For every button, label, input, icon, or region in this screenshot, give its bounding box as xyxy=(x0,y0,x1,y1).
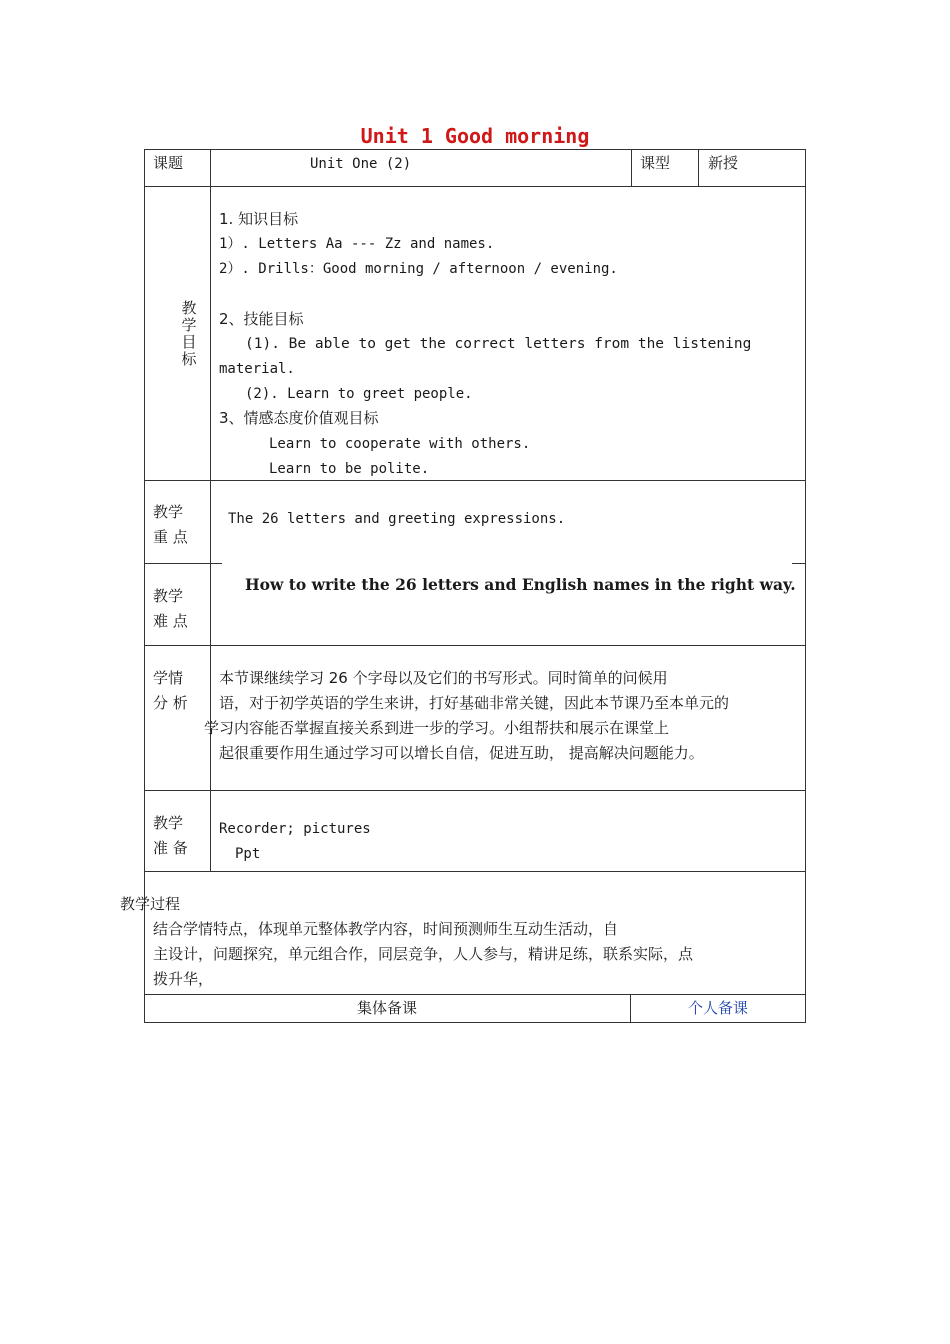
topic-value: Unit One (2) xyxy=(310,156,412,172)
objective-line: Learn to cooperate with others. xyxy=(269,436,531,452)
difficulties-label: 难 点 xyxy=(153,612,188,630)
prep-text: Ppt xyxy=(235,846,261,862)
topic-label: 课题 xyxy=(153,154,184,172)
difficulties-label: 教学 xyxy=(153,587,184,605)
header-column-divider xyxy=(631,149,632,187)
header-column-divider xyxy=(698,149,699,187)
objectives-label: 教学目标 xyxy=(181,299,197,368)
row-divider xyxy=(144,871,806,872)
row-divider xyxy=(144,790,806,791)
type-label: 课型 xyxy=(640,154,671,172)
analysis-label: 学情 xyxy=(153,669,184,687)
row-divider xyxy=(144,1022,806,1023)
objective-line: Learn to be polite. xyxy=(269,461,430,477)
table-left-border xyxy=(144,149,145,1023)
objective-line: material. xyxy=(219,361,295,377)
page-title: Unit 1 Good morning xyxy=(360,124,590,148)
key-points-label: 教学 xyxy=(153,503,184,521)
key-points-label: 重 点 xyxy=(153,528,188,546)
type-value: 新授 xyxy=(708,154,739,172)
objective-line: 1. 知识目标 xyxy=(219,210,299,228)
prep-label: 准 备 xyxy=(153,839,188,857)
row-divider xyxy=(144,480,806,481)
objective-line: 3、情感态度价值观目标 xyxy=(219,409,379,427)
difficulties-text: How to write the 26 letters and English names in the right way. xyxy=(245,575,796,594)
key-points-text: The 26 letters and greeting expressions. xyxy=(228,511,566,527)
row-divider xyxy=(144,994,806,995)
lesson-plan-table xyxy=(120,149,806,1023)
collective-prep-header: 集体备课 xyxy=(356,999,417,1017)
objective-line: 2）. Drills：Good morning / afternoon / evening. xyxy=(219,261,618,277)
row-divider xyxy=(144,186,806,187)
objective-line: 2、技能目标 xyxy=(219,310,304,328)
label-column-divider xyxy=(210,149,211,872)
prep-label: 教学 xyxy=(153,814,184,832)
analysis-line: 学习内容能否掌握直接关系到进一步的学习。小组帮扶和展示在课堂上 xyxy=(204,719,670,737)
objective-line: (1). Be able to get the correct letters from the listening xyxy=(245,336,752,352)
table-right-border xyxy=(805,149,806,1023)
objective-line: (2). Learn to greet people. xyxy=(245,386,473,402)
analysis-label: 分 析 xyxy=(153,694,188,712)
analysis-line: 语，对于初学英语的学生来讲，打好基础非常关键，因此本节课乃至本单元的 xyxy=(219,694,730,712)
process-label: 教学过程 xyxy=(120,895,181,913)
row-divider xyxy=(144,149,806,150)
process-line: 拨升华， xyxy=(153,970,214,988)
analysis-line: 本节课继续学习 26 个字母以及它们的书写形式。同时简单的问候用 xyxy=(219,669,668,687)
prep-text: Recorder; pictures xyxy=(219,821,371,837)
row-divider xyxy=(792,563,806,564)
process-line: 结合学情特点，体现单元整体教学内容，时间预测师生互动生活动，自 xyxy=(153,920,619,938)
row-divider xyxy=(144,645,806,646)
analysis-line: 起很重要作用生通过学习可以增长自信，促进互助， 提高解决问题能力。 xyxy=(219,744,704,762)
personal-prep-header: 个人备课 xyxy=(687,999,748,1017)
process-line: 主设计，问题探究，单元组合作，同层竞争，人人参与，精讲足练，联系实际，点 xyxy=(153,945,694,963)
objective-line: 1）. Letters Aa --- Zz and names. xyxy=(219,236,495,252)
